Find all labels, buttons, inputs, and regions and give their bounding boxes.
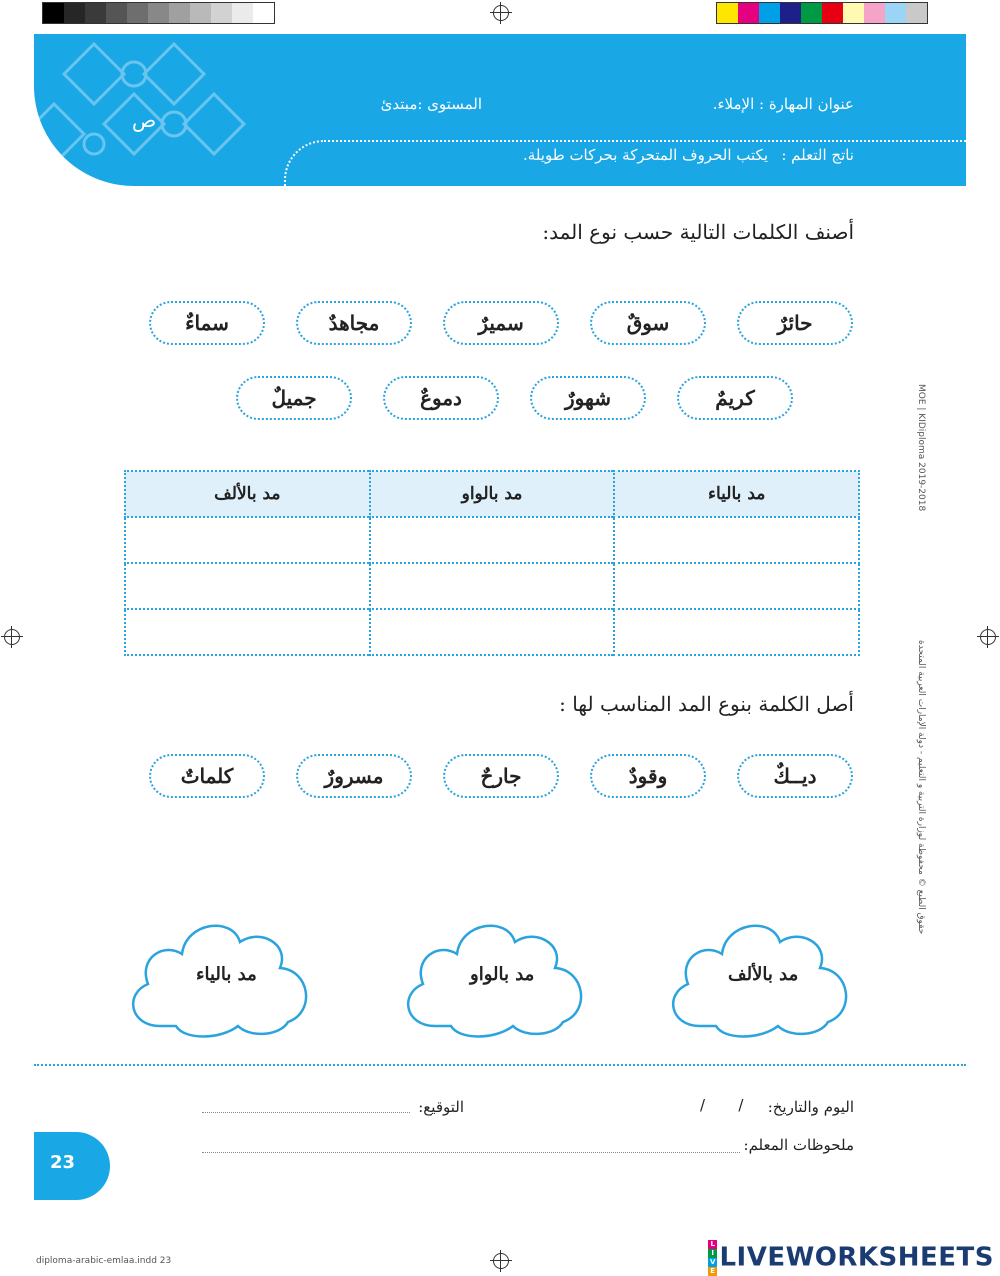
calibration-swatch — [43, 3, 64, 23]
calibration-swatch — [148, 3, 169, 23]
match-word-chip[interactable]: مسرورٌ — [296, 754, 412, 798]
calibration-swatch — [822, 3, 843, 23]
skill-title: عنوان المهارة : الإملاء. — [712, 95, 854, 113]
answer-cell[interactable] — [614, 517, 859, 563]
match-word-chip[interactable]: وقودٌ — [590, 754, 706, 798]
word-chip[interactable]: شهورٌ — [530, 376, 646, 420]
word-chip[interactable]: سوقٌ — [590, 301, 706, 345]
calibration-swatch — [780, 3, 801, 23]
learning-outcome-label: ناتج التعلم : — [781, 146, 854, 164]
decorative-pattern-icon — [34, 34, 294, 186]
table-header-ya: مد بالياء — [614, 471, 859, 517]
calibration-swatch — [127, 3, 148, 23]
answer-cell[interactable] — [614, 609, 859, 655]
brand-logo-icon — [708, 1240, 717, 1276]
table-row — [125, 517, 859, 563]
exercise1-instruction: أصنف الكلمات التالية حسب نوع المد: — [542, 220, 854, 244]
word-chip[interactable]: سميرٌ — [443, 301, 559, 345]
calibration-swatch — [253, 3, 274, 23]
date-slashes: / / — [700, 1096, 744, 1114]
date-label: اليوم والتاريخ: — [767, 1098, 854, 1116]
brand-logo-letter: I — [708, 1249, 717, 1258]
calibration-swatch — [85, 3, 106, 23]
answer-cell[interactable] — [125, 563, 370, 609]
table-row — [125, 563, 859, 609]
brand-logo-letter: E — [710, 1267, 716, 1275]
match-word-chip[interactable]: ديــكٌ — [737, 754, 853, 798]
exercise2-instruction: أصل الكلمة بنوع المد المناسب لها : — [559, 692, 854, 716]
word-chip[interactable]: سماءٌ — [149, 301, 265, 345]
header-logo-icon: ص — [132, 108, 157, 132]
cloud-label-ya: مد بالياء — [196, 964, 257, 985]
calibration-swatch — [211, 3, 232, 23]
calibration-swatch — [190, 3, 211, 23]
calibration-swatch — [801, 3, 822, 23]
brand-name: LIVEWORKSHEETS — [719, 1242, 994, 1273]
teacher-notes-line[interactable] — [202, 1152, 740, 1153]
registration-mark-left — [4, 629, 20, 645]
grayscale-calibration-bar — [42, 2, 275, 24]
signature-label: التوقيع: — [418, 1098, 464, 1116]
file-name: diploma-arabic-emlaa.indd 23 — [36, 1256, 172, 1266]
answer-cell[interactable] — [125, 609, 370, 655]
registration-mark-right — [980, 629, 996, 645]
classification-table — [124, 470, 860, 656]
learning-outcome: يكتب الحروف المتحركة بحركات طويلة. — [523, 146, 768, 164]
cloud-label-alef: مد بالألف — [728, 964, 799, 985]
calibration-swatch — [169, 3, 190, 23]
brand-watermark — [708, 1240, 994, 1276]
calibration-swatch — [885, 3, 906, 23]
match-word-chip[interactable]: جارحٌ — [443, 754, 559, 798]
calibration-swatch — [906, 3, 927, 23]
calibration-swatch — [738, 3, 759, 23]
registration-mark-top — [493, 5, 509, 21]
registration-mark-bottom — [493, 1253, 509, 1269]
answer-cell[interactable] — [125, 517, 370, 563]
calibration-swatch — [864, 3, 885, 23]
side-text-bottom: حقوق الطبع © محفوظة لوزارة التربية و التعليم - دولة الإمارات العربية المتحدة — [916, 640, 926, 935]
word-chip[interactable]: حائرٌ — [737, 301, 853, 345]
word-chip[interactable]: مجاهدٌ — [296, 301, 412, 345]
footer-divider — [34, 1064, 966, 1066]
answer-cell[interactable] — [614, 563, 859, 609]
calibration-swatch — [759, 3, 780, 23]
word-chip[interactable]: جميلٌ — [236, 376, 352, 420]
table-header-alef: مد بالألف — [125, 471, 370, 517]
answer-cell[interactable] — [370, 609, 615, 655]
calibration-swatch — [232, 3, 253, 23]
word-chip[interactable]: دموعٌ — [383, 376, 499, 420]
level: المستوى :مبتدئ — [380, 95, 482, 113]
answer-cell[interactable] — [370, 517, 615, 563]
calibration-swatch — [717, 3, 738, 23]
table-header-waw: مد بالواو — [370, 471, 615, 517]
table-row — [125, 609, 859, 655]
side-text-top: MOE | KIDiploma 2019-2018 — [916, 384, 926, 512]
calibration-swatch — [843, 3, 864, 23]
calibration-swatch — [106, 3, 127, 23]
brand-logo-letter: L — [708, 1240, 717, 1249]
signature-line[interactable] — [202, 1112, 410, 1113]
brand-logo-letter: V — [709, 1258, 716, 1266]
page-number: 23 — [50, 1152, 76, 1173]
answer-cell[interactable] — [370, 563, 615, 609]
teacher-notes-label: ملحوظات المعلم: — [743, 1136, 854, 1154]
match-word-chip[interactable]: كلماتٌ — [149, 754, 265, 798]
cloud-label-waw: مد بالواو — [470, 964, 535, 985]
calibration-swatch — [64, 3, 85, 23]
word-chip[interactable]: كريمٌ — [677, 376, 793, 420]
color-calibration-bar — [716, 2, 928, 24]
